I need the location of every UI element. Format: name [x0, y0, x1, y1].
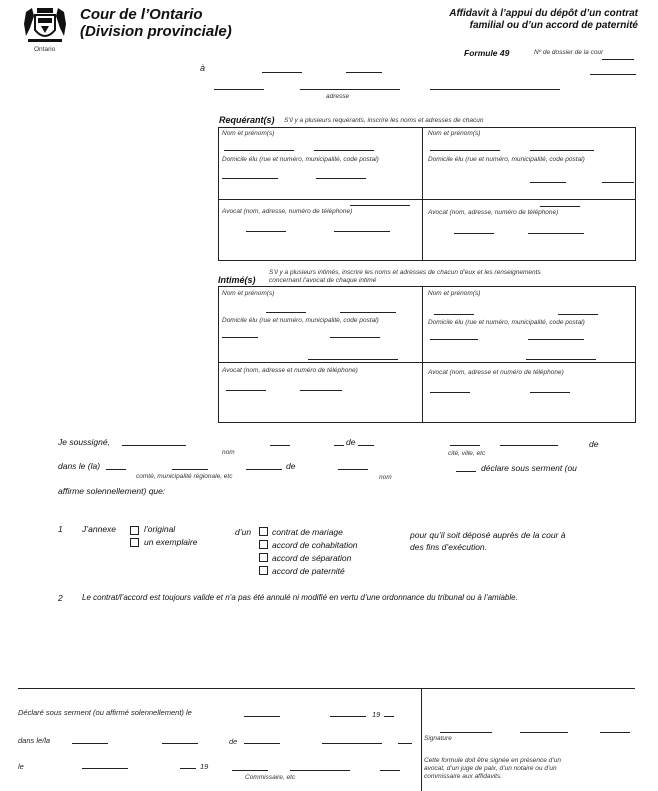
declare-text: déclare sous serment (ou	[481, 463, 577, 473]
form-number: Formule 49	[464, 48, 510, 58]
address-line-5[interactable]	[430, 89, 560, 90]
cite-label: cité, ville, etc	[448, 450, 486, 457]
respondent-lawyer-label-left: Avocat (nom, adresse et numéro de téléphone)	[222, 367, 358, 374]
exemplaire-label: un exemplaire	[144, 537, 198, 547]
county-field[interactable]	[106, 469, 126, 470]
applicants-box	[218, 127, 636, 261]
applicant-domicile-field-right[interactable]	[530, 182, 566, 183]
footer-county-field-2[interactable]	[162, 743, 198, 744]
applicants-heading: Requérant(s)	[219, 115, 275, 125]
applicant-name-field-right-2[interactable]	[530, 150, 594, 151]
footer-note-line2: avocat, d’un juge de paix, d’un notaire ou d’un	[424, 765, 557, 772]
court-line2: (Division provinciale)	[80, 23, 232, 40]
respondent-lawyer-field-right-2[interactable]	[530, 392, 570, 393]
contrat-mariage-label: contrat de mariage	[272, 527, 343, 537]
purpose-line2: des fins d’exécution.	[410, 542, 488, 552]
affirme-text: affirme solennellement) que:	[58, 486, 166, 496]
address-line-3[interactable]	[214, 89, 264, 90]
declared-month-field[interactable]	[330, 716, 366, 717]
applicant-lawyer-field-right[interactable]	[454, 233, 494, 234]
form-title-line1: Affidavit à l’appui du dépôt d’un contrat	[449, 8, 638, 19]
applicant-domicile-field-left[interactable]	[222, 178, 278, 179]
original-label: l’original	[144, 524, 176, 534]
city-field-2[interactable]	[450, 445, 480, 446]
declarant-name-field[interactable]	[122, 445, 186, 446]
declared-label: Déclaré sous serment (ou affirmé solennellement) le	[18, 708, 192, 717]
form-title-line2: familial ou d’un accord de paternité	[469, 20, 638, 31]
footer-name-field[interactable]	[244, 743, 280, 744]
declarant-name-field-2[interactable]	[270, 445, 290, 446]
respondent-lawyer-label-right: Avocat (nom, adresse et numéro de téléphone)	[428, 369, 564, 376]
respondent-domicile-field-left-2[interactable]	[330, 337, 380, 338]
applicants-note: S’il y a plusieurs requérants, inscrire les noms et adresses de chacun	[284, 117, 484, 124]
commissaire-label: Commissaire, etc	[245, 774, 296, 781]
original-checkbox[interactable]	[130, 526, 139, 535]
respondent-name-field-left[interactable]	[266, 312, 306, 313]
item1-number: 1	[58, 524, 63, 534]
applicant-domicile-label-right: Domicile élu (rue et numéro, municipalité, code postal)	[428, 156, 585, 163]
respondents-heading: Intimé(s)	[218, 275, 256, 285]
footer-date-field[interactable]	[82, 768, 128, 769]
footer-date-field-2[interactable]	[180, 768, 196, 769]
de-mid-label: de	[286, 461, 296, 471]
address-line-4[interactable]	[300, 89, 400, 90]
applicant-domicile-field-left-2[interactable]	[316, 178, 366, 179]
ontario-crest	[20, 6, 70, 52]
declared-day-field[interactable]	[244, 716, 280, 717]
applicant-name-field-left[interactable]	[224, 150, 294, 151]
de-label: de	[346, 437, 356, 447]
de-right-label: de	[589, 439, 599, 449]
signature-label: Signature	[424, 735, 452, 742]
year-prefix: 19	[372, 710, 381, 719]
dun-label: d’un	[235, 527, 252, 537]
court-line1: Cour de l’Ontario	[80, 6, 203, 23]
comte-label: comté, municipalité régionale, etc	[136, 473, 233, 480]
respondents-note-line1: S’il y a plusieurs intimés, inscrire les noms et adresses de chacun d’eux et les renseignements	[269, 269, 541, 276]
respondent-name-label-left: Nom et prénom(s)	[222, 290, 275, 297]
applicant-lawyer-label-left: Avocat (nom, adresse, numéro de téléphone)	[222, 208, 353, 215]
year-prefix-2: 19	[200, 762, 209, 771]
dans-le-label: dans le (la)	[58, 461, 101, 471]
footer-name-field-2[interactable]	[322, 743, 382, 744]
nom-label-2: nom	[379, 474, 392, 481]
court-name	[80, 6, 232, 40]
accord-cohabitation-label: accord de cohabitation	[272, 540, 358, 550]
applicant-lawyer-label-right: Avocat (nom, adresse, numéro de téléphone)	[428, 209, 559, 216]
applicant-lawyer-field-left[interactable]	[246, 231, 286, 232]
accord-paternite-label: accord de paternité	[272, 566, 345, 576]
file-number-label: Nº de dossier de la cour	[534, 49, 604, 56]
signature-field-2[interactable]	[520, 732, 568, 733]
applicant-name-label-right: Nom et prénom(s)	[428, 130, 481, 137]
exemplaire-checkbox[interactable]	[130, 538, 139, 547]
county-name-field[interactable]	[246, 469, 282, 470]
le-footer: le	[18, 762, 24, 771]
jannexe-label: J’annexe	[82, 524, 117, 534]
address-label: adresse	[326, 93, 350, 100]
accord-paternite-checkbox[interactable]	[259, 566, 268, 575]
accord-cohabitation-checkbox[interactable]	[259, 540, 268, 549]
applicant-lawyer-field-left-2[interactable]	[334, 231, 390, 232]
city-field-3[interactable]	[500, 445, 558, 446]
footer-note-line1: Cette formule doit être signée en présence d’un	[424, 757, 561, 764]
footer-note-line3: commissaire aux affidavits.	[424, 773, 503, 780]
applicant-name-field-left-2[interactable]	[314, 150, 374, 151]
item2-number: 2	[58, 593, 63, 603]
county-name-field-2[interactable]	[338, 469, 368, 470]
respondent-domicile-label-right: Domicile élu (rue et numéro, municipalité, code postal)	[428, 319, 585, 326]
nom-label: nom	[222, 449, 235, 456]
crest-label: Ontario	[34, 46, 56, 53]
item2-text: Le contrat/l’accord est toujours valide et n’a pas été annulé ni modifié en vertu d’une ordonnance du tribunal ou à l’amiable.	[82, 593, 518, 602]
respondent-lawyer-field-left[interactable]	[226, 390, 266, 391]
ontario-crest-icon	[20, 6, 70, 46]
purpose-line1: pour qu’il soit déposé auprès de la cour à	[410, 530, 566, 540]
respondent-name-field-left-2[interactable]	[340, 312, 396, 313]
respondent-domicile-label-left: Domicile élu (rue et numéro, municipalité, code postal)	[222, 317, 379, 324]
applicant-domicile-label-left: Domicile élu (rue et numéro, municipalité, code postal)	[222, 156, 379, 163]
commissaire-field-2[interactable]	[290, 770, 350, 771]
applicant-name-field-right[interactable]	[430, 150, 500, 151]
footer-county-field[interactable]	[72, 743, 108, 744]
contrat-mariage-checkbox[interactable]	[259, 527, 268, 536]
respondents-note-line2: concernant l’avocat de chaque intimé	[269, 277, 377, 284]
address-line-2[interactable]	[346, 72, 382, 73]
dans-le-footer: dans le/la	[18, 736, 51, 745]
form-title	[449, 8, 638, 32]
respondent-lawyer-field-left-2[interactable]	[300, 390, 342, 391]
applicant-name-label-left: Nom et prénom(s)	[222, 130, 275, 137]
respondent-name-label-right: Nom et prénom(s)	[428, 290, 481, 297]
de-footer: de	[229, 737, 238, 746]
respondent-domicile-field-left[interactable]	[222, 337, 258, 338]
applicant-lawyer-field-right-2[interactable]	[528, 233, 584, 234]
respondent-domicile-field-right-2[interactable]	[528, 339, 584, 340]
commissaire-field[interactable]	[232, 770, 268, 771]
respondent-name-field-right[interactable]	[434, 314, 474, 315]
city-field[interactable]	[358, 445, 374, 446]
accord-separation-checkbox[interactable]	[259, 553, 268, 562]
respondents-box	[218, 286, 636, 423]
signature-field[interactable]	[440, 732, 492, 733]
county-field-2[interactable]	[172, 469, 208, 470]
soussigne-label: Je soussigné,	[58, 437, 110, 447]
respondent-lawyer-field-right[interactable]	[430, 392, 470, 393]
respondent-domicile-field-right[interactable]	[430, 339, 478, 340]
accord-separation-label: accord de séparation	[272, 553, 352, 563]
respondent-name-field-right-2[interactable]	[558, 314, 598, 315]
a-label: à	[200, 63, 206, 73]
address-line-1[interactable]	[262, 72, 302, 73]
